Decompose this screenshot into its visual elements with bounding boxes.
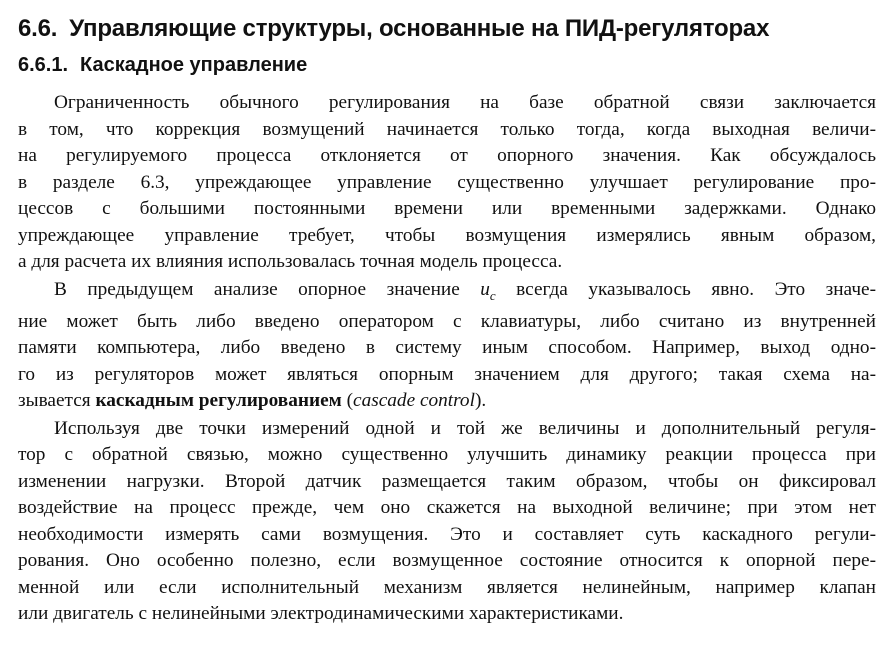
text-run: ( xyxy=(341,390,354,412)
variable-u: u xyxy=(480,278,490,300)
text-run: В предыдущем анализе опорное значение xyxy=(54,278,481,300)
text-line: менной или если исполнительный механизм является нелинейным, например клапан xyxy=(18,576,876,598)
text-line: Используя две точки измерений одной и той же величины и дополнительный регуля- xyxy=(54,417,876,439)
text-line: рования. Оно особенно полезно, если возмущенное состояние относится к опорной пере- xyxy=(18,550,876,572)
text-line: тор с обратной связью, можно существенно улучшить динамику реакции процесса при xyxy=(18,444,876,466)
text-line xyxy=(18,388,876,415)
paragraph-3 xyxy=(18,416,876,628)
text-line: или двигатель с нелинейными электродинамическими характеристиками. xyxy=(18,603,624,625)
text-run: всегда указывалось явно. Это значе- xyxy=(495,278,876,300)
text-line xyxy=(18,277,876,309)
text-line: изменении нагрузки. Второй датчик размещается таким образом, чтобы он фиксировал xyxy=(18,470,876,492)
text-line: упреждающее управление требует, чтобы возмущения измерялись явным образом, xyxy=(18,224,876,246)
text-line: необходимости измерять сами возмущения. Это и составляет суть каскадного регули- xyxy=(18,523,876,545)
bold-term: каскадным регулированием xyxy=(95,390,342,412)
text-line: воздействие на процесс прежде, чем оно скажется на выходной величине; при этом нет xyxy=(18,497,876,519)
section-title: Управляющие структуры, основанные на ПИД-регуляторах xyxy=(69,15,770,42)
section-heading xyxy=(18,14,876,44)
section-number: 6.6. xyxy=(18,15,58,42)
text-run: зывается xyxy=(18,390,96,412)
variable-subscript: c xyxy=(489,287,496,303)
text-line: на регулируемого процесса отклоняется от опорного значения. Как обсуждалось xyxy=(18,145,876,166)
paragraph-2 xyxy=(18,277,876,415)
text-line: в разделе 6.3, упреждающее управление существенно улучшает регулирование про- xyxy=(18,171,876,193)
text-line: а для расчета их влияния использовалась точная модель процесса. xyxy=(18,251,563,272)
text-line: в том, что коррекция возмущений начинается только тогда, когда выходная величи- xyxy=(18,118,876,140)
paragraph-1 xyxy=(18,90,876,276)
text-line: памяти компьютера, либо введено в систему иным способом. Например, выход одно- xyxy=(18,337,876,359)
subsection-heading xyxy=(18,52,876,78)
text-run: ). xyxy=(474,390,487,412)
text-line: го из регуляторов может являться опорным значением для другого; такая схема на- xyxy=(18,363,876,385)
text-line: цессов с большими постоянными времени или временными задержками. Однако xyxy=(18,198,876,219)
text-line: ние может быть либо введено оператором с клавиатуры, либо считано из внутренней xyxy=(18,310,876,332)
subsection-title: Каскадное управление xyxy=(80,54,308,76)
text-line: Ограниченность обычного регулирования на базе обратной связи заключается xyxy=(54,92,876,113)
document-page xyxy=(18,14,876,629)
italic-term: cascade control xyxy=(353,390,475,412)
subsection-number: 6.6.1. xyxy=(18,54,69,76)
